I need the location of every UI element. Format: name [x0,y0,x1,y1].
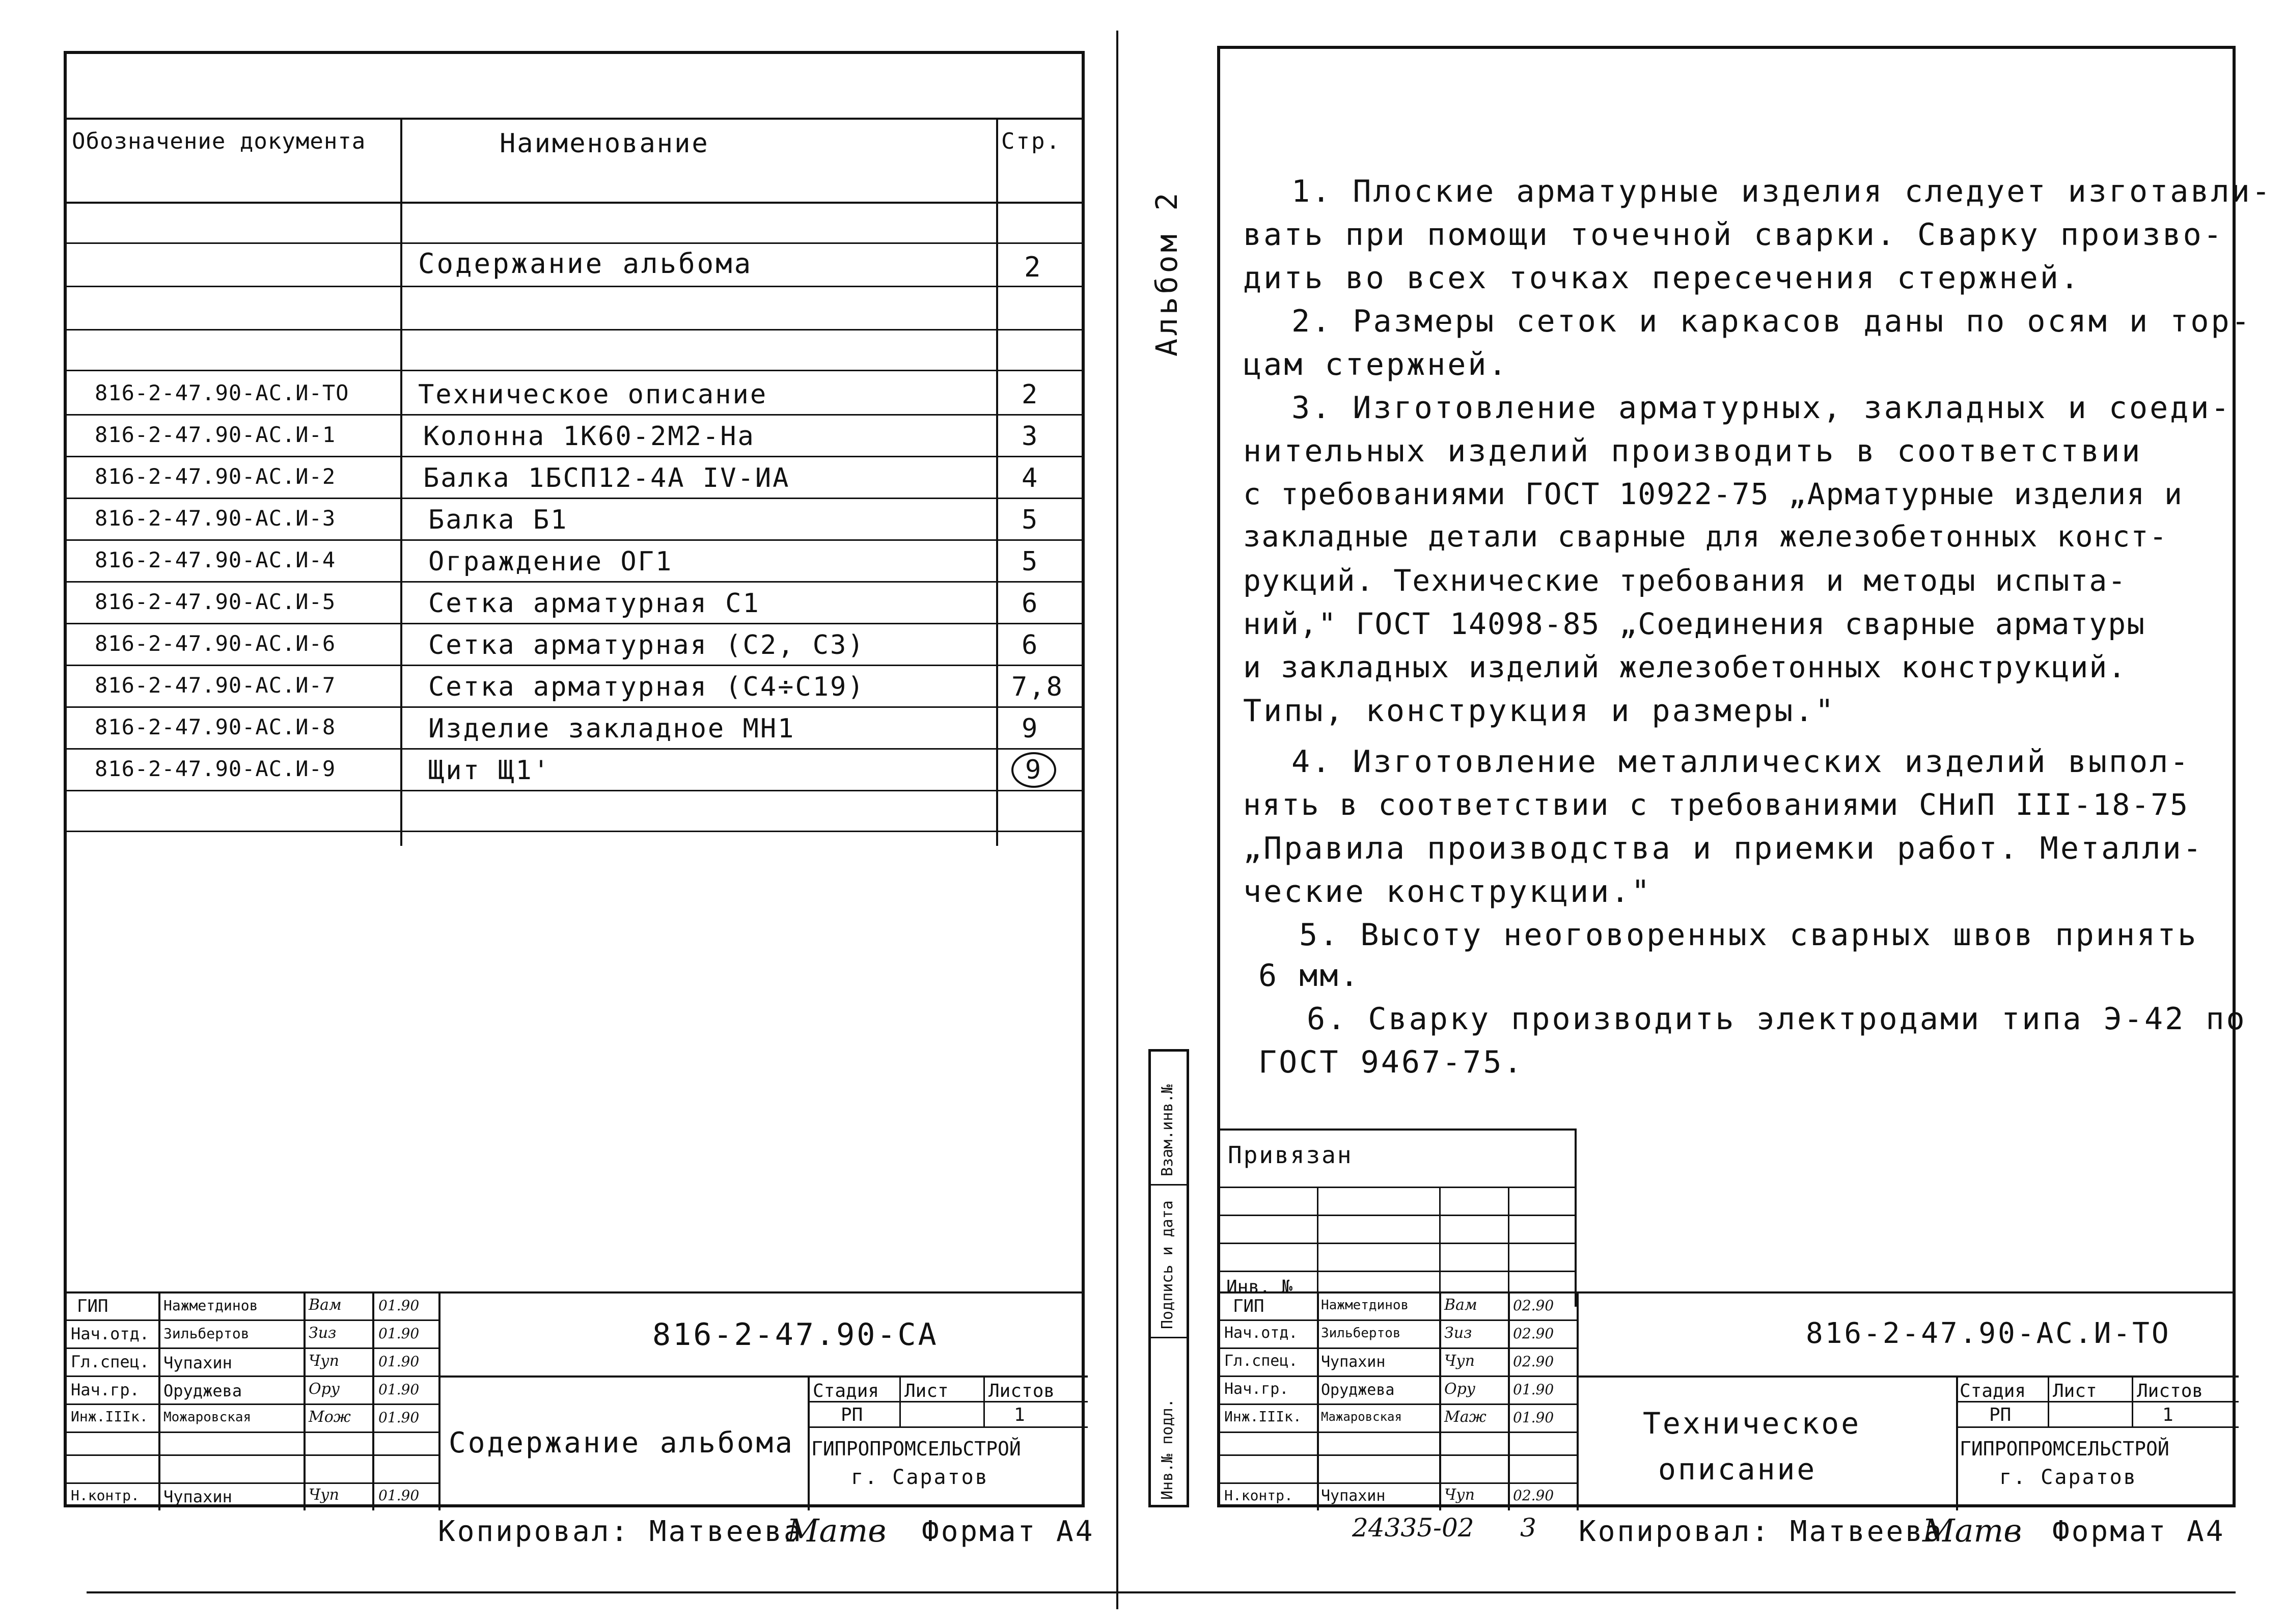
stamp-role: ГИП [77,1296,108,1316]
stamp-name: Зильбертов [163,1325,250,1342]
stamp-role: Н.контр. [1224,1487,1293,1504]
side-inv-podl: Инв.№ подл. [1159,1398,1176,1500]
note-line: ний," ГОСТ 14098-85 „Соединения сварные арматуры [1243,607,2146,641]
table-row [67,581,1082,623]
note-line: „Правила производства и приемки работ. Металли- [1243,831,2204,866]
right-format: Формат А4 [2052,1515,2225,1548]
header-name: Наименование [500,128,709,159]
row-name: Колонна 1К60-2М2-На [423,421,755,452]
stamp-org: ГИПРОПРОМСЕЛЬСТРОЙ [811,1438,1021,1460]
row-code: 816-2-47.90-АС.И-3 [95,506,336,531]
stamp-city: г. Саратов [851,1466,989,1489]
row-code: 816-2-47.90-АС.И-ТО [95,380,349,405]
stamp-name: Чупахин [1321,1353,1386,1371]
header-code: Обозначение документа [72,128,366,154]
stamp-title-line2: описание [1658,1452,1817,1487]
row-page: 2 [1022,379,1039,410]
stamp-signature: Чуп [1444,1352,1475,1370]
table-row [67,623,1082,665]
note-line: закладные детали сварные для железобетонных конст- [1243,520,2168,554]
bottom-trim-line [87,1591,2236,1593]
row-page: 7,8 [1011,672,1064,702]
stamp-org: ГИПРОПРОМСЕЛЬСТРОЙ [1960,1438,2169,1460]
stamp-signature: Вам [309,1296,342,1314]
row-name: Техническое описание [418,379,768,410]
stamp-role: Гл.спец. [1224,1352,1298,1370]
stamp-role: Н.контр. [71,1487,140,1504]
stamp-date: 02.90 [1513,1325,1554,1342]
stamp-role: Гл.спец. [71,1352,150,1371]
stamp-name: Чупахин [163,1353,232,1372]
stamp-sheets-label: Листов [988,1381,1055,1401]
stamp-date: 02.90 [1513,1297,1554,1314]
note-line: рукций. Технические требования и методы испыта- [1243,563,2127,598]
stamp-doc-code: 816-2-47.90-СА [652,1317,939,1353]
right-sheet [1217,46,2272,1507]
stamp-city: г. Саратов [1999,1466,2137,1489]
row-code: 816-2-47.90-АС.И-7 [95,673,336,698]
row-name: Балка 1БСП12-4А ІV-ИА [423,463,790,493]
note-line: и закладных изделий железобетонных конструкций. [1243,650,2127,684]
table-row [67,706,1082,748]
stamp-date: 01.90 [1513,1381,1554,1398]
note-line: ческие конструкции." [1243,874,1652,910]
linked-label: Привязан [1228,1141,1353,1169]
stamp-name: Мажаровская [1321,1410,1402,1424]
stamp-date: 01.90 [378,1297,420,1314]
stamp-date: 01.90 [1513,1409,1554,1426]
stamp-date: 01.90 [378,1381,420,1398]
row-page: 3 [1022,421,1039,452]
stamp-date: 01.90 [378,1487,420,1504]
note-line: нять в соответствии с требованиями СНиП ІІІ-18-75 [1243,787,2190,822]
note-line: 1. Плоские арматурные изделия следует изготавли- [1291,174,2272,209]
stamp-signature: Мож [309,1408,351,1426]
stamp-name: Оруджева [163,1381,242,1400]
table-row [67,498,1082,539]
row-page: 6 [1022,630,1039,660]
table-row [67,456,1082,498]
table-row [67,414,1082,456]
title-block-right [1220,1291,2233,1510]
stamp-signature: Ору [1444,1380,1476,1398]
right-copied-signature: Матв [1922,1512,2022,1549]
stamp-role: Нач.отд. [71,1324,150,1343]
table-row [67,539,1082,581]
row-page: 6 [1022,588,1039,619]
stamp-role: Нач.отд. [1224,1324,1298,1342]
stamp-name: Нажметдинов [163,1297,258,1314]
note-line: 6. Сварку производить электродами типа Э-42 по [1307,1001,2247,1037]
stamp-signature: Ору [309,1380,340,1398]
stamp-signature: Чуп [309,1352,339,1370]
note-line: Типы, конструкция и размеры." [1243,693,1836,729]
row-code: 816-2-47.90-АС.И-4 [95,547,336,572]
stamp-date: 01.90 [378,1409,420,1426]
stamp-name: Можаровская [163,1410,252,1425]
right-margin-strip [1148,1049,1189,1507]
row-page-circled: 9 [1011,752,1056,788]
stamp-role: Инж.ІІІк. [71,1408,148,1425]
right-copied-by: Копировал: Матвеева [1579,1515,1944,1548]
note-line: 5. Высоту неоговоренных сварных швов принять [1299,917,2198,953]
note-line: 3. Изготовление арматурных, закладных и соеди- [1291,390,2232,426]
stamp-role: Нач.гр. [1224,1380,1289,1398]
row-name: Балка Б1 [428,505,568,535]
stamp-stage: РП [841,1405,863,1425]
left-copied-by: Копировал: Матвеева [438,1515,803,1548]
center-fold-line [1116,31,1118,1609]
stamp-title: Содержание альбома [449,1426,794,1460]
order-number: 24335-02 [1352,1513,1474,1543]
stamp-sheet-label: Лист [2053,1381,2097,1401]
row-code: 816-2-47.90-АС.И-6 [95,631,336,656]
stamp-role: Нач.гр. [71,1380,140,1399]
stamp-signature: Вам [1444,1296,1477,1314]
note-line: 4. Изготовление металлических изделий выпол- [1291,744,2191,780]
row-code: 816-2-47.90-АС.И-2 [95,464,336,489]
table-row [67,748,1082,790]
title-block [67,1291,1082,1510]
row-page: 5 [1022,546,1039,577]
stamp-date: 02.90 [1513,1353,1554,1370]
stamp-sheet: 1 [1014,1405,1025,1425]
row-code: 816-2-47.90-АС.И-1 [95,422,336,447]
album-label: Альбом 2 [1149,189,1184,356]
contents-row-page: 2 [1024,251,1043,283]
stamp-role: ГИП [1233,1296,1264,1316]
stamp-sheet-label: Лист [904,1381,949,1401]
row-code: 816-2-47.90-АС.И-9 [95,756,336,781]
page-number: 3 [1520,1513,1536,1543]
stamp-name: Чупахин [163,1487,232,1506]
side-sign-date: Подпись и дата [1159,1200,1176,1329]
note-line: ГОСТ 9467-75. [1258,1044,1524,1080]
row-name: Щит Щ1' [428,755,551,786]
note-line: 6 мм. [1258,958,1361,994]
stamp-signature: Маж [1444,1408,1486,1426]
left-sheet [64,51,1085,1507]
stamp-signature: Чуп [1444,1486,1475,1504]
row-name: Сетка арматурная (С2, С3) [428,630,865,660]
stamp-sheet: 1 [2162,1405,2173,1425]
row-name: Сетка арматурная С1 [428,588,760,619]
stamp-stage: РП [1989,1405,2012,1425]
stamp-name: Чупахин [1321,1487,1386,1505]
table-row [67,372,1082,414]
stamp-signature: Зиз [309,1324,337,1342]
linked-block [1220,1128,1577,1307]
row-code: 816-2-47.90-АС.И-8 [95,714,336,739]
row-name: Ограждение ОГ1 [428,546,673,577]
stamp-stage-label: Стадия [813,1381,879,1401]
left-format: Формат А4 [922,1515,1095,1548]
contents-row-name: Содержание альбома [418,247,753,280]
header-page: Стр. [1001,128,1061,154]
inv-label: Инв. № [1226,1277,1293,1298]
stamp-signature: Чуп [309,1486,339,1504]
stamp-date: 01.90 [378,1353,420,1370]
table-row [67,665,1082,706]
note-line: цам стержней. [1243,347,1509,382]
stamp-role: Инж.ІІІк. [1224,1408,1302,1425]
row-page: 4 [1022,463,1039,493]
stamp-signature: Зиз [1444,1324,1472,1342]
row-name: Изделие закладное МН1 [428,713,795,744]
row-page: 5 [1022,505,1039,535]
note-line: нительных изделий производить в соответствии [1243,433,2142,469]
stamp-name: Зильбертов [1321,1326,1401,1341]
stamp-date: 02.90 [1513,1487,1554,1504]
note-line: вать при помощи точечной сварки. Сварку произво- [1243,217,2224,253]
left-copied-signature: Матв [787,1512,887,1549]
stamp-stage-label: Стадия [1960,1381,2026,1401]
stamp-doc-code: 816-2-47.90-АС.И-ТО [1806,1317,2171,1350]
side-vzam: Взам.инв.№ [1159,1084,1176,1176]
row-page: 9 [1022,713,1039,744]
note-line: с требованиями ГОСТ 10922-75 „Арматурные изделия и [1243,477,2183,511]
stamp-date: 01.90 [378,1325,420,1342]
stamp-sheets-label: Листов [2137,1381,2204,1401]
row-name: Сетка арматурная (С4÷С19) [428,672,865,702]
note-line: 2. Размеры сеток и каркасов даны по осям и тор- [1291,304,2252,339]
stamp-name: Нажметдинов [1321,1298,1409,1313]
row-code: 816-2-47.90-АС.И-5 [95,589,336,614]
stamp-title-line1: Техническое [1643,1406,1861,1441]
stamp-name: Оруджева [1321,1381,1395,1399]
note-line: дить во всех точках пересечения стержней. [1243,260,2081,296]
